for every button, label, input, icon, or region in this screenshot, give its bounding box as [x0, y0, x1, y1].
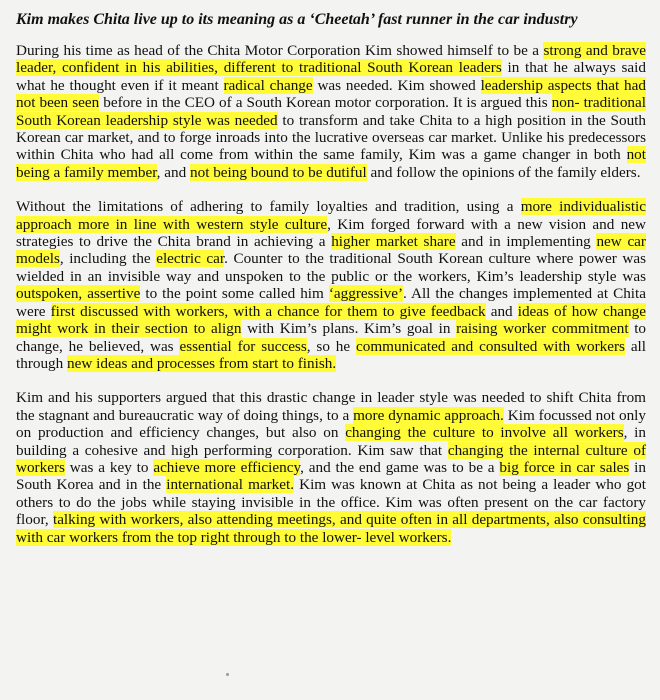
text-run: Kim was known at Chita as not being a leader who got others to do the jobs while staying invisible in the office. Kim was often present on the car factory floor, [16, 476, 646, 529]
text-run: During his time as head of the Chita Motor Corporation Kim showed himself to be a [16, 42, 544, 59]
highlighted-text: new ideas and processes from start to finish. [67, 354, 337, 372]
text-run: . Counter to the traditional South Korean culture where power was wielded in an invisible way and unspoken to the public or the workers, Kim’s leadership style was [16, 250, 646, 285]
highlighted-text: not being bound to be dutiful [190, 163, 367, 181]
text-run: . All the changes implemented at Chita were [16, 285, 646, 320]
highlighted-text: essential for success [179, 337, 307, 355]
highlighted-text: achieve more efficiency [153, 458, 301, 476]
text-run: to transform and take Chita to a high position in the South Korean car market, and to forge inroads into the lucrative overseas car market. Unlike his predecessors within Chita who had all come from within the same family, Kim was a game changer in both [16, 111, 646, 164]
text-run: Kim and his supporters argued that this drastic change in leader style was needed to shift Chita from the stagnant and bureaucratic way of doing things, to a [16, 389, 646, 424]
text-run: Kim focussed not only on production and efficiency changes, but also on [16, 406, 646, 442]
highlighted-text: first discussed with workers, with a chance for them to give feedback [50, 302, 486, 320]
text-run: , including the [59, 250, 157, 268]
highlighted-text: talking with workers, also attending meetings, and quite often in all departments, also consulting with car workers from the top right through to the lower- level workers. [16, 511, 646, 546]
text-run: , in building a cohesive and high performing corporation. Kim saw that [16, 424, 646, 459]
stray-mark [226, 673, 229, 676]
text-run: was a key to [64, 458, 154, 476]
highlighted-text: changing the internal culture of workers [16, 441, 647, 476]
highlighted-text: ideas of how change might work in their section to align [16, 302, 646, 338]
paragraph-2 [16, 198, 646, 372]
highlighted-text: ‘aggressive’ [328, 285, 404, 303]
text-run: in that he always said what he thought even if it meant [16, 59, 646, 94]
document-body [16, 42, 646, 546]
text-run: Without the limitations of adhering to family loyalties and tradition, using a [16, 198, 521, 216]
highlighted-text: new car models [16, 233, 646, 268]
text-run: to the point some called him [140, 285, 329, 303]
text-run: , and [156, 163, 190, 181]
text-run: was needed. Kim showed [312, 76, 481, 94]
highlighted-text: leadership aspects that had not been seen [16, 76, 646, 112]
highlighted-text: more dynamic approach. [353, 406, 504, 424]
highlighted-text: higher market share [331, 233, 456, 251]
text-run: before in the CEO of a South Korean motor corporation. It is argued this [99, 94, 552, 112]
highlighted-text: communicated and consulted with workers [356, 337, 625, 355]
text-run: with Kim’s plans. Kim’s goal in [241, 320, 457, 338]
text-run: all through [16, 337, 647, 372]
text-run: , Kim forged forward with a new vision and new strategies to drive the Chita brand in achieving a [16, 215, 647, 251]
paragraph-1 [16, 42, 646, 181]
text-run: and in implementing [455, 233, 597, 251]
highlighted-text: more individualistic approach more in line with western style culture [16, 198, 646, 233]
highlighted-text: big force in car sales [499, 458, 630, 476]
highlighted-text: strong and brave leader, confident in his abilities, different to traditional South Korean leaders [16, 42, 646, 77]
highlighted-text: not being a family member [16, 146, 646, 181]
highlighted-text: outspoken, assertive [16, 285, 141, 303]
text-run: and [485, 302, 518, 320]
text-run: to change, he believed, was [16, 320, 647, 355]
highlighted-text: radical change [223, 76, 313, 94]
highlighted-text: international market. [166, 476, 295, 494]
text-run: and follow the opinions of the family elders. [366, 163, 641, 181]
highlighted-text: raising worker commitment [456, 320, 629, 338]
paragraph-3 [16, 389, 646, 546]
text-run: , so he [306, 337, 357, 355]
highlighted-text: non- traditional South Korean leadership style was needed [16, 94, 646, 129]
text-run: in South Korea and in the [16, 458, 646, 494]
document-title: Kim makes Chita live up to its meaning as a ‘Cheetah’ fast runner in the car industry [16, 11, 578, 28]
highlighted-text: changing the culture to involve all workers [345, 424, 624, 442]
highlighted-text: electric car [156, 250, 225, 268]
text-run: , and the end game was to be a [300, 458, 500, 476]
